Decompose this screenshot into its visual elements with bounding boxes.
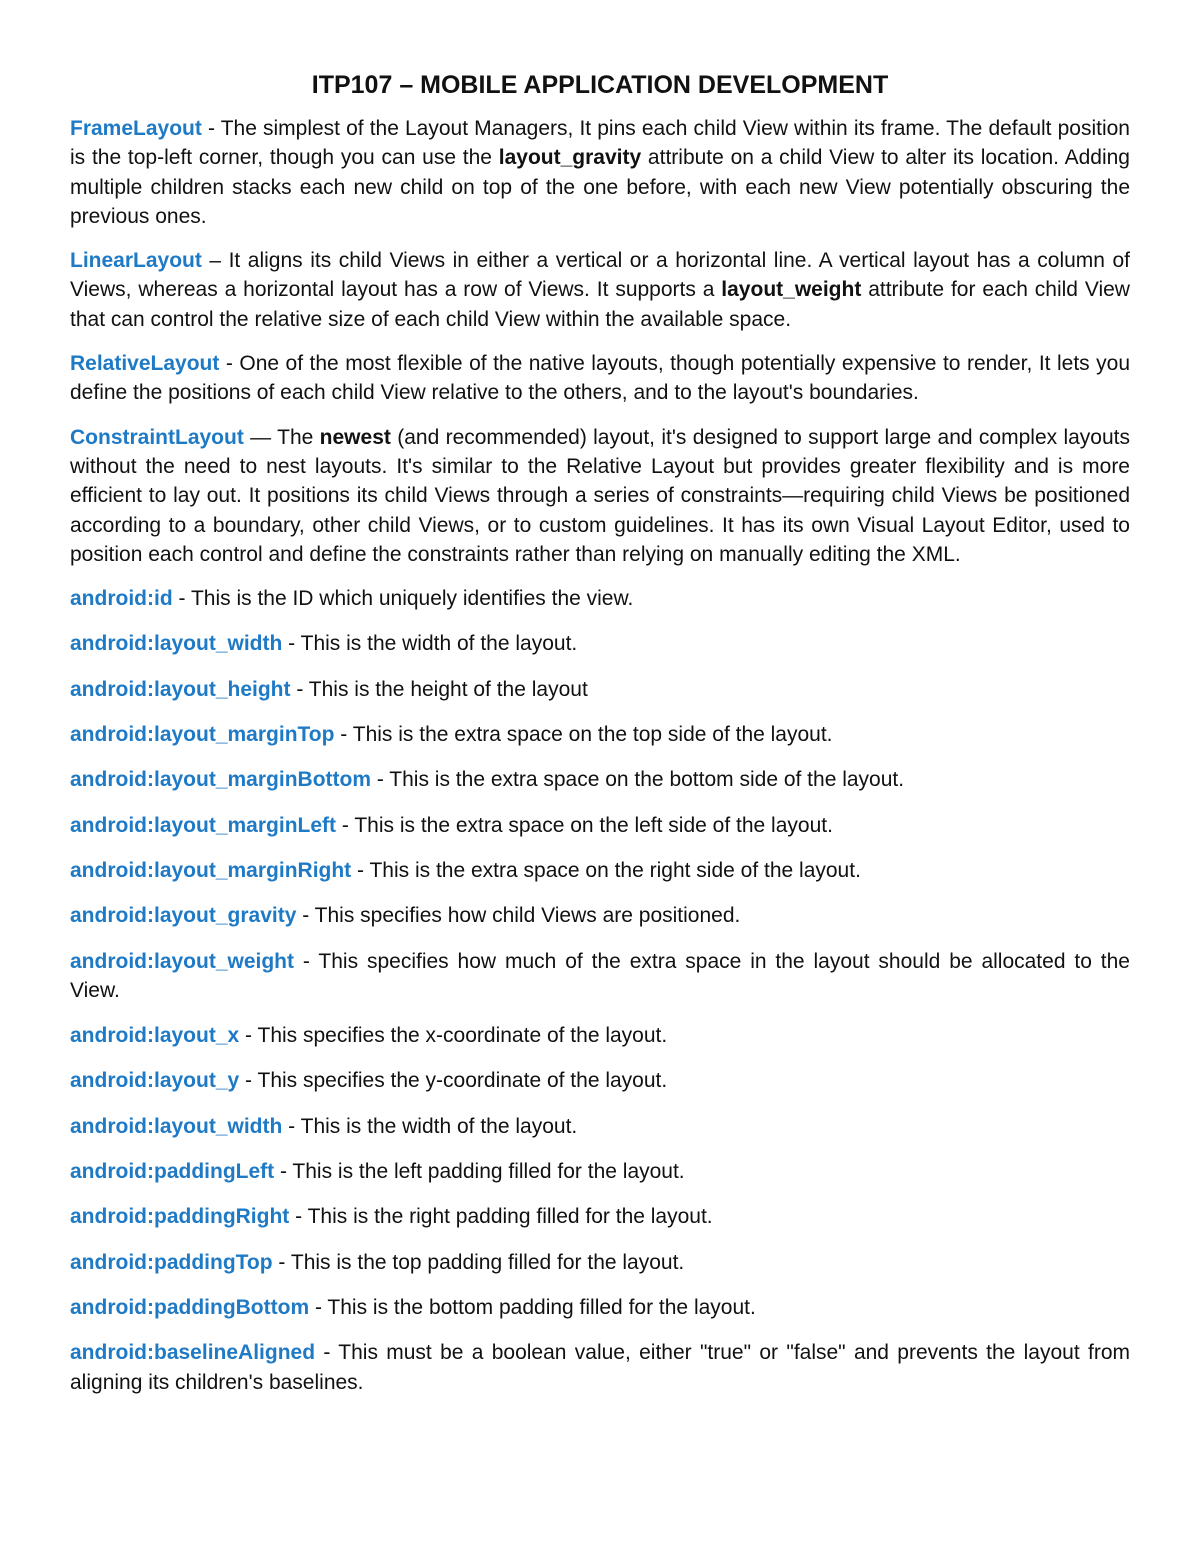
framelayout-term: FrameLayout (70, 117, 202, 140)
attribute-description: - This is the top padding filled for the layout. (272, 1250, 685, 1274)
attribute-term: android:paddingRight (70, 1205, 290, 1229)
attribute-term: android:layout_x (70, 1024, 240, 1048)
attribute-item (70, 901, 1130, 930)
framelayout-paragraph (70, 114, 1130, 231)
attribute-item (70, 720, 1130, 749)
attribute-term: android:layout_y (70, 1069, 240, 1093)
attribute-description: - This is the right padding filled for the layout. (289, 1205, 713, 1229)
attribute-term: android:baselineAligned (70, 1341, 316, 1365)
linearlayout-paragraph (70, 246, 1130, 334)
attribute-description: - This is the width of the layout. (282, 632, 578, 656)
attribute-term: android:layout_marginTop (70, 723, 335, 747)
layout-gravity-bold: layout_gravity (498, 146, 642, 170)
constraintlayout-text-b: (and recommended) layout, it's designed to support large and complex layouts without the need to nest layouts. It's similar to the Relative Layout but provides greater flexibility and is more efficient to lay out. It positions its child Views through a series of constraints—requiring child Views be positioned according to a boundary, other child Views, or to custom guidelines. It has its own Visual Layout Editor, used to position each control and define the constraints rather than relying on manually editing the XML. (70, 425, 1130, 566)
attribute-item (70, 1202, 1130, 1231)
page-title: ITP107 – MOBILE APPLICATION DEVELOPMENT (311, 71, 889, 99)
attribute-term: android:layout_marginBottom (70, 768, 372, 792)
linearlayout-term: LinearLayout (70, 249, 202, 273)
constraintlayout-text-a: — The (243, 425, 320, 449)
attribute-item (70, 1248, 1130, 1277)
attribute-item (70, 629, 1130, 658)
attribute-description: - This is the left padding filled for the layout. (274, 1160, 685, 1184)
attribute-term: android:layout_width (70, 632, 283, 656)
attribute-term: android:paddingTop (70, 1250, 273, 1274)
attribute-term: android:layout_marginLeft (70, 813, 337, 837)
attribute-description: - This specifies how much of the extra space in the layout should be allocated to the View. (70, 949, 1130, 1002)
attribute-item (70, 856, 1130, 885)
constraintlayout-term: ConstraintLayout (70, 425, 244, 449)
attribute-description: - This is the extra space on the bottom side of the layout. (371, 768, 905, 792)
attribute-description: - This is the bottom padding filled for the layout. (309, 1295, 756, 1319)
attribute-description: - This specifies the x-coordinate of the layout. (239, 1024, 668, 1048)
attribute-description: - This is the extra space on the right side of the layout. (351, 858, 861, 882)
attribute-description: - This specifies how child Views are positioned. (296, 904, 741, 928)
attribute-item (70, 1338, 1130, 1397)
framelayout-text-b: attribute on a child View to alter its location. Adding multiple children stacks each new child on top of the one before, with each new View potentially obscuring the previous ones. (70, 146, 1130, 228)
attribute-description: - This is the height of the layout (290, 677, 588, 701)
attribute-term: android:layout_height (70, 677, 291, 701)
attribute-description: - This is the extra space on the left side of the layout. (336, 813, 833, 837)
attribute-description: - This is the width of the layout. (282, 1114, 578, 1138)
attribute-term: android:id (70, 587, 173, 611)
attribute-item (70, 1066, 1130, 1095)
attribute-item (70, 675, 1130, 704)
layout-weight-bold: layout_weight (721, 278, 862, 302)
attribute-description: - This must be a boolean value, either "true" or "false" and prevents the layout from aligning its children's baselines. (70, 1341, 1130, 1394)
attribute-term: android:layout_weight (70, 949, 295, 973)
newest-bold: newest (319, 425, 391, 449)
attribute-item (70, 765, 1130, 794)
relativelayout-text: - One of the most flexible of the native layouts, though potentially expensive to render, It lets you define the positions of each child View relative to the others, and to the layout's boundaries. (70, 352, 1130, 405)
attribute-item (70, 947, 1130, 1006)
linearlayout-text-b: attribute for each child View that can control the relative size of each child View within the available space. (70, 278, 1130, 331)
attribute-term: android:paddingLeft (70, 1160, 275, 1184)
attribute-item (70, 1021, 1130, 1050)
attribute-item (70, 1293, 1130, 1322)
attribute-item (70, 1157, 1130, 1186)
attribute-term: android:layout_width (70, 1114, 283, 1138)
attribute-term: android:layout_gravity (70, 904, 297, 928)
attribute-item (70, 584, 1130, 613)
attribute-term: android:paddingBottom (70, 1295, 310, 1319)
constraintlayout-paragraph (70, 423, 1130, 569)
attribute-description: - This is the ID which uniquely identifies the view. (172, 587, 634, 611)
attribute-item (70, 1112, 1130, 1141)
attribute-description: - This is the extra space on the top side of the layout. (334, 723, 833, 747)
relativelayout-paragraph (70, 349, 1130, 408)
relativelayout-term: RelativeLayout (70, 352, 220, 376)
framelayout-text-a: - The simplest of the Layout Managers, It pins each child View within its frame. The default position is the top-left corner, though you can use the (70, 117, 1130, 170)
attribute-term: android:layout_marginRight (70, 858, 352, 882)
linearlayout-text-a: – It aligns its child Views in either a vertical or a horizontal line. A vertical layout has a column of Views, whereas a horizontal layout has a row of Views. It supports a (70, 249, 1130, 302)
attribute-item (70, 811, 1130, 840)
attribute-description: - This specifies the y-coordinate of the layout. (239, 1069, 668, 1093)
